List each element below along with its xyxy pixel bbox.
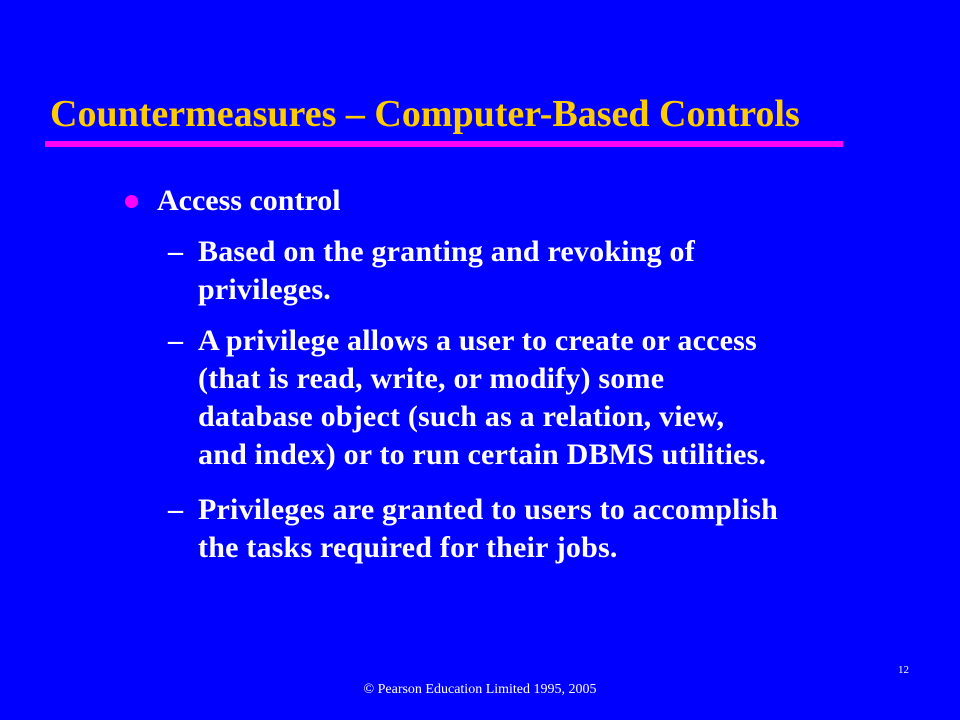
sub-item-text <box>198 491 928 567</box>
bullet-label: Access control <box>157 184 341 217</box>
copyright-footer: © Pearson Education Limited 1995, 2005 <box>363 682 597 697</box>
sub-item-line: Based on the granting and revoking of <box>198 235 695 268</box>
sub-item-text <box>198 233 928 309</box>
sub-item-line: privileges. <box>198 273 332 306</box>
sub-item-line: Privileges are granted to users to accomplish <box>198 493 779 526</box>
sub-item-line: the tasks required for their jobs. <box>198 531 618 564</box>
sub-item-granting <box>168 233 928 313</box>
sub-item-line: (that is read, write, or modify) some <box>198 362 665 395</box>
slide-title: Countermeasures – Computer-Based Controls <box>50 93 800 135</box>
dash-marker: – <box>168 235 184 268</box>
dash-marker: – <box>168 324 184 357</box>
sub-item-privilege-definition <box>168 322 928 478</box>
title-underline <box>45 141 843 147</box>
sub-item-line: and index) or to run certain DBMS utilities. <box>198 438 767 471</box>
sub-item-line: database object (such as a relation, view, <box>198 400 725 433</box>
dash-marker: – <box>168 493 184 526</box>
sub-item-text <box>198 322 928 474</box>
sub-item-granted-to-users <box>168 491 928 571</box>
page-number: 12 <box>898 664 909 676</box>
sub-item-line: A privilege allows a user to create or access <box>198 324 757 357</box>
bullet-circle-icon <box>125 195 138 208</box>
